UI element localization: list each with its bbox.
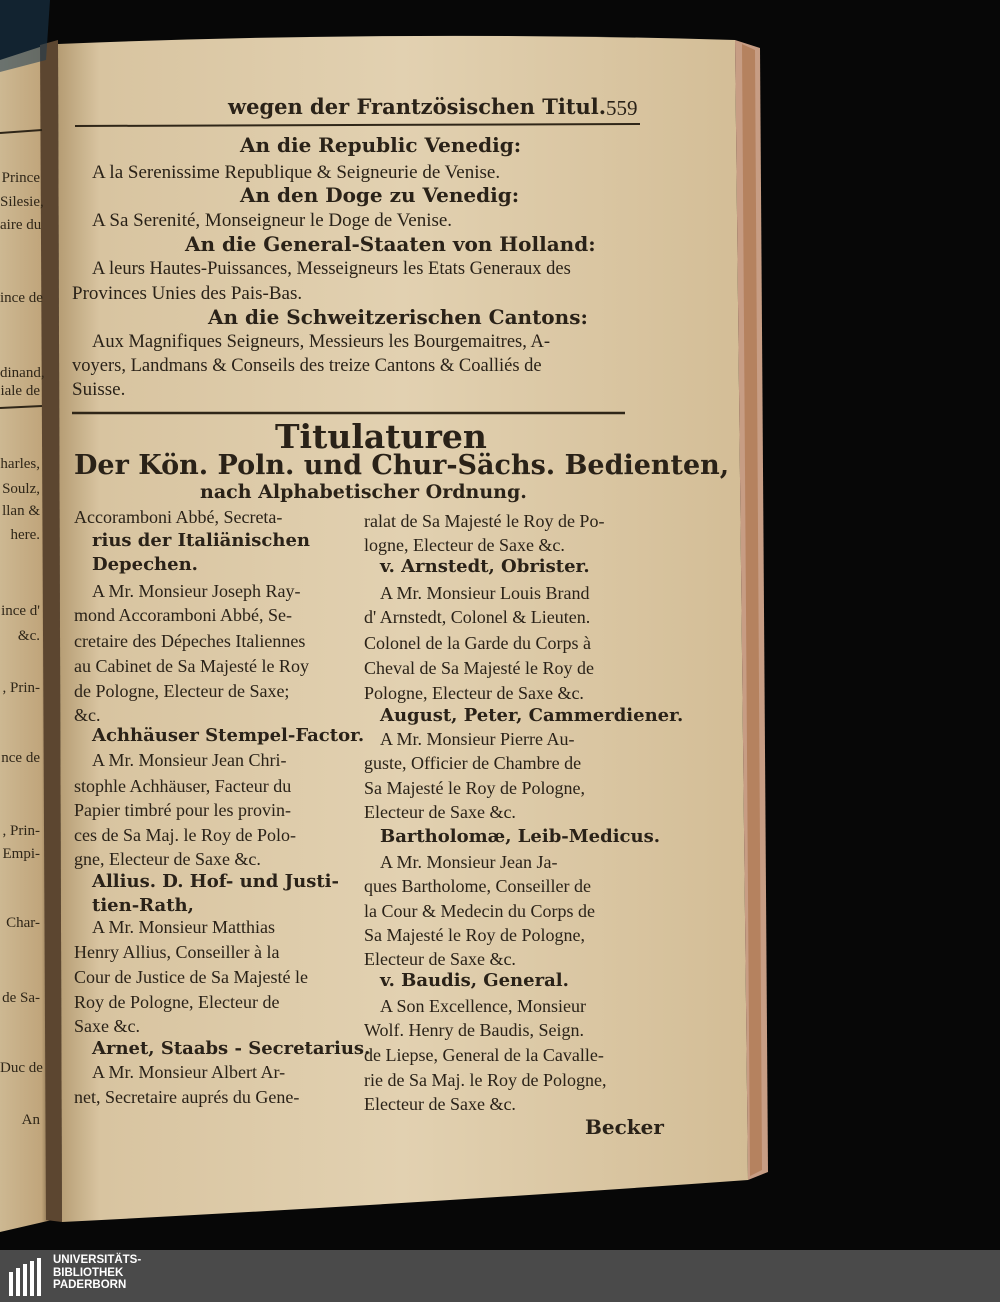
left-page-fragment: &c. [17, 628, 40, 644]
heading-cantons: An die Schweitzerischen Cantons: [208, 305, 588, 329]
left-page-fragment: here. [10, 527, 40, 543]
left-col-line: cretaire des Dépeches Italiennes [74, 631, 306, 651]
text-line: Provinces Unies des Pais-Bas. [72, 283, 303, 304]
heading-venedig: An die Republic Venedig: [240, 133, 522, 157]
left-page-fragment: llan & [2, 503, 40, 519]
left-col-line: A Mr. Monsieur Albert Ar- [92, 1062, 286, 1082]
right-col-line: Pologne, Electeur de Saxe &c. [364, 683, 584, 703]
right-col-line: de Liepse, General de la Cavalle- [364, 1045, 604, 1065]
left-col-line: Accoramboni Abbé, Secreta- [74, 507, 283, 527]
right-col-line: ralat de Sa Majesté le Roy de Po- [364, 511, 605, 531]
logo-line: BIBLIOTHEK [53, 1266, 124, 1279]
right-col-line: Bartholomæ, Leib-Medicus. [380, 826, 660, 847]
running-title: wegen der Frantzösischen Titul. [228, 94, 607, 119]
right-col-line: v. Baudis, General. [380, 970, 569, 991]
right-col-line: Electeur de Saxe &c. [364, 949, 516, 969]
right-col-line: Sa Majesté le Roy de Pologne, [364, 778, 585, 798]
library-logo-text [53, 1254, 141, 1292]
catchword: Becker [585, 1115, 664, 1139]
left-col-line: au Cabinet de Sa Majesté le Roy [74, 656, 309, 676]
logo-line: PADERBORN [53, 1279, 127, 1291]
left-col-line: A Mr. Monsieur Matthias [92, 917, 275, 937]
left-col-line: &c. [74, 705, 101, 725]
right-col-line: A Mr. Monsieur Jean Ja- [380, 852, 558, 872]
left-page-fragment: ince de [0, 290, 43, 306]
left-col-line: stophle Achhäuser, Facteur du [74, 776, 292, 796]
left-col-line: ces de Sa Maj. le Roy de Polo- [74, 825, 296, 845]
logo-line: UNIVERSITÄTS- [53, 1254, 142, 1266]
left-col-line: tien-Rath, [92, 895, 194, 916]
left-page-fragment: aire du [0, 217, 42, 233]
left-page-fragment: iale de [0, 383, 40, 399]
section-subtitle: Der Kön. Poln. und Chur-Sächs. Bedienten, [74, 450, 730, 481]
library-logo-icon [8, 1258, 44, 1296]
left-page-fragment: , Prin- [2, 680, 40, 696]
text-line: A la Serenissime Republique & Seigneurie de Venise. [92, 162, 501, 183]
right-col-line: ques Bartholome, Conseiller de [364, 876, 591, 896]
left-col-line: gne, Electeur de Saxe &c. [74, 849, 261, 869]
left-col-line: A Mr. Monsieur Jean Chri- [92, 750, 287, 770]
left-page-fragment: Char- [6, 915, 40, 931]
left-col-line: A Mr. Monsieur Joseph Ray- [92, 581, 301, 601]
section-title: Titulaturen [275, 417, 487, 456]
right-col-line: Electeur de Saxe &c. [364, 802, 516, 822]
left-page-fragment: dinand, [0, 365, 45, 381]
left-page-fragment: nce de [1, 750, 40, 766]
right-col-line: rie de Sa Maj. le Roy de Pologne, [364, 1070, 607, 1090]
left-page-fragment: Silesie, [0, 194, 44, 210]
heading-doge: An den Doge zu Venedig: [240, 183, 520, 207]
left-col-line: Arnet, Staabs - Secretarius. [92, 1038, 371, 1059]
left-col-line: Cour de Justice de Sa Majesté le [74, 967, 308, 987]
left-page-fragment: harles, [0, 456, 40, 472]
right-col-line: August, Peter, Cammerdiener. [380, 705, 684, 726]
left-col-line: de Pologne, Electeur de Saxe; [74, 681, 290, 701]
left-page-fragment: de Sa- [2, 990, 40, 1006]
left-col-line: Depechen. [92, 554, 198, 575]
text-line: Aux Magnifiques Seigneurs, Messieurs les Bourgemaitres, A- [92, 332, 550, 352]
right-col-line: guste, Officier de Chambre de [364, 753, 582, 773]
left-page-fragment: , Prin- [2, 823, 40, 839]
left-col-line: mond Accoramboni Abbé, Se- [74, 605, 292, 625]
left-col-line: Papier timbré pour les provin- [74, 800, 291, 820]
text-line: Suisse. [72, 379, 126, 400]
left-page-fragment: An [21, 1112, 40, 1128]
right-col-line: A Son Excellence, Monsieur [380, 996, 586, 1016]
left-page-fragment: ince d' [1, 603, 40, 619]
right-col-line: A Mr. Monsieur Louis Brand [380, 583, 590, 603]
left-col-line: net, Secretaire auprés du Gene- [74, 1087, 300, 1107]
left-col-line: Henry Allius, Conseiller à la [74, 942, 280, 962]
right-col-line: la Cour & Medecin du Corps de [364, 901, 595, 921]
left-col-line: Roy de Pologne, Electeur de [74, 992, 280, 1012]
right-col-line: Colonel de la Garde du Corps à [364, 633, 591, 653]
right-col-line: logne, Electeur de Saxe &c. [364, 535, 565, 555]
right-col-line: Sa Majesté le Roy de Pologne, [364, 925, 585, 945]
left-page-fragment: Empi- [2, 846, 40, 862]
right-col-line: v. Arnstedt, Obrister. [380, 556, 590, 577]
heading-holland: An die General-Staaten von Holland: [185, 232, 596, 256]
left-col-line: rius der Italiänischen [92, 530, 310, 551]
left-col-line: Allius. D. Hof- und Justi- [92, 871, 339, 892]
left-page-fragment: Prince [1, 170, 40, 186]
footer-bar [0, 1250, 1000, 1302]
left-page-fragment: Duc de [0, 1060, 43, 1076]
page-number: 559 [606, 96, 638, 120]
right-col-line: Wolf. Henry de Baudis, Seign. [364, 1020, 585, 1040]
section-subtitle-order: nach Alphabetischer Ordnung. [200, 481, 527, 503]
left-col-line: Achhäuser Stempel-Factor. [92, 725, 365, 746]
right-col-line: A Mr. Monsieur Pierre Au- [380, 729, 575, 749]
right-col-line: d' Arnstedt, Colonel & Lieuten. [364, 607, 591, 627]
right-col-line: Electeur de Saxe &c. [364, 1094, 516, 1114]
right-col-line: Cheval de Sa Majesté le Roy de [364, 658, 594, 678]
text-line: voyers, Landmans & Conseils des treize Cantons & Coalliés de [72, 356, 542, 376]
text-line: A Sa Serenité, Monseigneur le Doge de Venise. [92, 210, 453, 231]
text-line: A leurs Hautes-Puissances, Messeigneurs les Etats Generaux des [92, 259, 571, 279]
left-page-fragment: Soulz, [2, 481, 40, 497]
left-col-line: Saxe &c. [74, 1016, 140, 1036]
